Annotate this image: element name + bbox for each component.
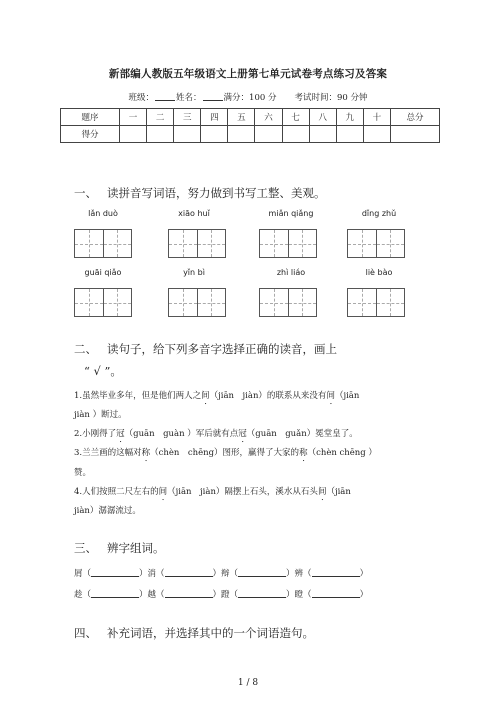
writing-grid[interactable] [347, 229, 405, 258]
pinyin-label: dǐng zhǔ [361, 209, 397, 218]
polyphone-char: 冠 [116, 429, 125, 439]
answer-blank[interactable] [312, 589, 360, 598]
section-2-heading-cont: “ √ ”。 [84, 364, 122, 378]
score-cell[interactable] [336, 126, 363, 143]
pinyin-label: miǎn qiǎng [268, 209, 314, 218]
sentence-2 [74, 427, 358, 444]
polyphone-char: 间 [201, 391, 210, 401]
sentence-text: 2.小刚得了 [74, 429, 117, 439]
score-header-cell: 五 [228, 109, 255, 126]
writing-grid[interactable] [168, 229, 226, 258]
class-label: 班级： [128, 93, 155, 103]
sentence-1-cont: jiàn ）断过。 [74, 410, 127, 420]
polyphone-char: 间 [317, 487, 327, 497]
sentence-text: 3.兰兰画的这幅对 [74, 448, 142, 458]
polyphone-char: 间 [158, 487, 168, 497]
pinyin-choice[interactable]: （chèn chēng）图形，赢得了大家的 [150, 448, 300, 458]
answer-blank[interactable] [91, 568, 139, 577]
score-table-header-row [61, 109, 440, 126]
page-title: 新部编人教版五年级语文上册第七单元试卷考点练习及答案 [108, 68, 388, 80]
score-header-cell: 总分 [391, 109, 440, 126]
score-cell[interactable] [309, 126, 336, 143]
char-prompt: ） [359, 569, 369, 579]
char-prompt: ）消（ [139, 569, 165, 579]
sentence-text: 4.人们按照二尺左右的 [74, 487, 159, 497]
score-cell[interactable] [363, 126, 390, 143]
polyphone-char: 冠 [238, 429, 247, 439]
score-table-score-row [61, 126, 440, 143]
score-header-cell: 三 [174, 109, 201, 126]
char-prompt: ） [359, 590, 369, 600]
score-header-cell: 一 [120, 109, 147, 126]
word-group-row-2 [74, 588, 368, 600]
pinyin-choice[interactable]: （chèn chēng ） [307, 448, 377, 458]
answer-blank[interactable] [238, 589, 286, 598]
pinyin-label: xiāo huǐ [178, 209, 210, 218]
writing-grid[interactable] [347, 288, 405, 317]
sentence-1 [74, 389, 359, 406]
sentence-4 [74, 485, 351, 502]
polyphone-char: 称 [299, 448, 308, 458]
writing-grid[interactable] [259, 229, 317, 258]
score-header-cell: 六 [255, 109, 282, 126]
polyphone-char: 称 [141, 448, 151, 458]
score-cell[interactable] [391, 126, 440, 143]
section-title: 读拼音写词语，努力做到书写工整、美观。 [107, 186, 326, 200]
pinyin-choice[interactable]: （guān guàn ）军后就有点 [124, 429, 239, 439]
section-title: 读句子，给下列多音字选择正确的读音，画上 [107, 342, 337, 356]
char-prompt: 屑（ [74, 569, 92, 579]
name-label: 姓名： [176, 93, 202, 103]
pinyin-label: liè bào [365, 268, 393, 277]
score-table [60, 108, 440, 143]
full-score: 满分：100 分 [223, 93, 277, 103]
score-header-cell: 十 [363, 109, 390, 126]
pinyin-label: zhì liáo [276, 268, 306, 277]
answer-blank[interactable] [238, 568, 286, 577]
section-2-heading [74, 341, 337, 357]
section-number: 三、 [74, 541, 97, 555]
char-prompt: ）蹬（ [212, 590, 239, 600]
answer-blank[interactable] [165, 568, 213, 577]
score-cell[interactable] [255, 126, 282, 143]
score-cell[interactable] [174, 126, 201, 143]
section-1-heading [74, 185, 326, 201]
answer-blank[interactable] [312, 568, 360, 577]
score-cell[interactable] [282, 126, 309, 143]
section-title: 补充词语，并选择其中的一个词语造句。 [107, 626, 314, 640]
writing-grid[interactable] [259, 288, 317, 317]
char-prompt: 趁（ [74, 590, 92, 600]
score-header-cell: 九 [336, 109, 363, 126]
pinyin-label: guāi qiǎo [84, 268, 122, 277]
sentence-text: 1.虽然毕业多年，但是他们两人之 [74, 391, 202, 401]
exam-time: 考试时间：90 分钟 [294, 93, 368, 103]
section-title: 辨字组词。 [107, 541, 165, 555]
writing-grid[interactable] [168, 288, 226, 317]
answer-blank[interactable] [165, 589, 213, 598]
class-blank[interactable] [155, 92, 175, 101]
pinyin-choice[interactable]: （jiān [326, 487, 351, 497]
score-header-cell: 七 [282, 109, 309, 126]
sentence-3-cont: 赞。 [74, 468, 92, 478]
sentence-3 [74, 446, 377, 463]
answer-blank[interactable] [91, 589, 139, 598]
char-prompt: ）辨（ [286, 569, 312, 579]
name-blank[interactable] [203, 92, 223, 101]
pinyin-choice[interactable]: （jiān jiàn）的联系从来没有 [209, 391, 327, 401]
pinyin-label: yǐn bì [183, 268, 205, 277]
score-header-cell: 四 [201, 109, 228, 126]
pinyin-label: lǎn duò [88, 209, 118, 218]
writing-grid[interactable] [74, 229, 132, 258]
exam-info-line [0, 91, 496, 103]
writing-grid[interactable] [74, 288, 132, 317]
score-cell[interactable] [228, 126, 255, 143]
score-header-cell: 八 [309, 109, 336, 126]
polyphone-char: 间 [326, 391, 335, 401]
section-4-heading [74, 625, 314, 641]
score-row-label: 得分 [61, 126, 120, 143]
pinyin-choice[interactable]: （guān guǎn）冕堂皇了。 [246, 429, 358, 439]
pinyin-choice[interactable]: （jiān [334, 391, 360, 401]
char-prompt: ）瞪（ [286, 590, 312, 600]
score-header-cell: 二 [147, 109, 174, 126]
pinyin-choice[interactable]: （jiān jiàn）隔摆上石头，溪水从石头 [167, 487, 318, 497]
section-3-heading [74, 540, 165, 556]
sentence-4-cont: jiàn）潺潺流过。 [74, 506, 141, 516]
char-prompt: ）辩（ [212, 569, 239, 579]
score-cell[interactable] [120, 126, 147, 143]
page-number: 1 / 8 [237, 678, 259, 688]
char-prompt: ）越（ [139, 590, 165, 600]
word-group-row-1 [74, 567, 368, 579]
section-number: 二、 [74, 342, 97, 356]
score-header-cell: 题序 [61, 109, 120, 126]
score-cell[interactable] [201, 126, 228, 143]
section-number: 四、 [74, 626, 97, 640]
score-cell[interactable] [147, 126, 174, 143]
section-number: 一、 [74, 186, 97, 200]
